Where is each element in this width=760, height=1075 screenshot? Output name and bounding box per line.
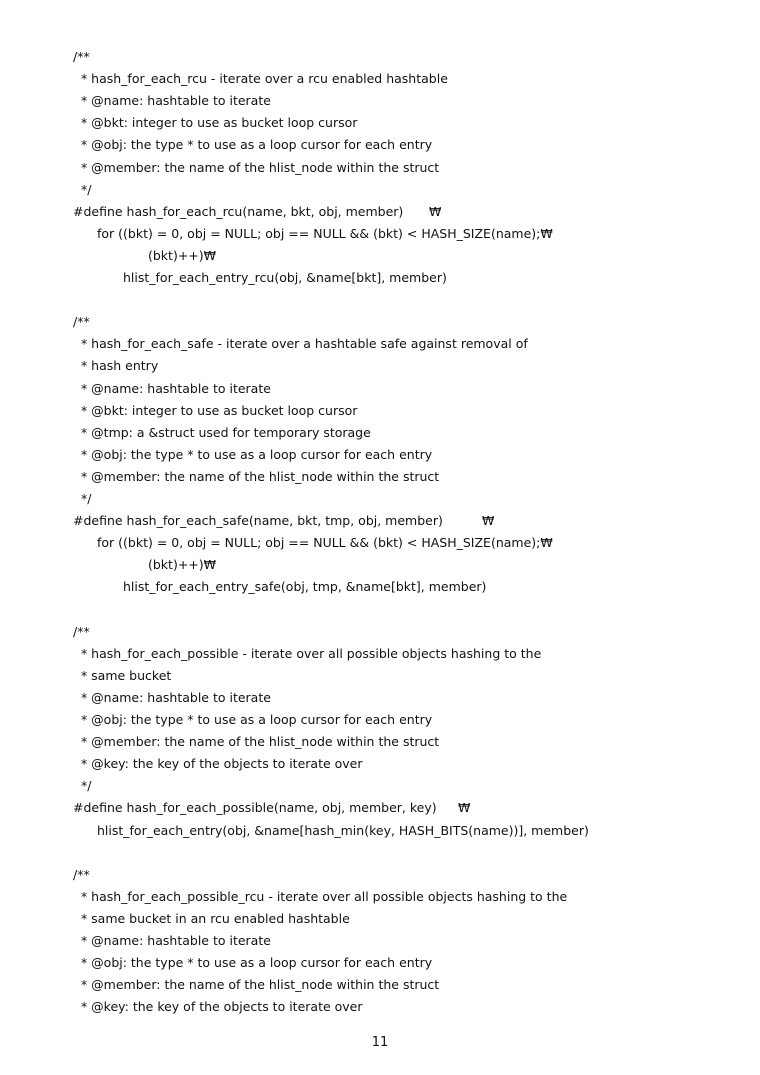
code-line: for ((bkt) = 0, obj = NULL; obj == NULL && (bkt) < HASH_SIZE(name);₩ bbox=[97, 535, 553, 551]
comment-line: * hash_for_each_possible_rcu - iterate over all possible objects hashing to the bbox=[73, 888, 568, 904]
comment-line: * same bucket bbox=[73, 667, 172, 683]
comment-line: * @key: the key of the objects to iterate over bbox=[73, 999, 363, 1015]
line-continuation: ₩ bbox=[429, 203, 442, 219]
code-line: (bkt)++)₩ bbox=[148, 557, 217, 573]
comment-line: * @obj: the type * to use as a loop cursor for each entry bbox=[73, 446, 433, 462]
comment-line: * hash_for_each_safe - iterate over a hashtable safe against removal of bbox=[73, 336, 528, 352]
comment-line: * hash_for_each_possible - iterate over all possible objects hashing to the bbox=[73, 645, 542, 661]
comment-line: * @name: hashtable to iterate bbox=[73, 380, 271, 396]
comment-line: * @member: the name of the hlist_node within the struct bbox=[73, 734, 440, 750]
comment-line: /** bbox=[73, 314, 90, 330]
code-line: (bkt)++)₩ bbox=[148, 247, 217, 263]
comment-line: * @member: the name of the hlist_node within the struct bbox=[73, 468, 440, 484]
comment-line: * @tmp: a &struct used for temporary storage bbox=[73, 424, 371, 440]
line-continuation: ₩ bbox=[458, 800, 471, 816]
comment-line: * @name: hashtable to iterate bbox=[73, 93, 271, 109]
comment-line: * @obj: the type * to use as a loop cursor for each entry bbox=[73, 137, 433, 153]
define-line bbox=[73, 798, 673, 818]
comment-line: * @bkt: integer to use as bucket loop cursor bbox=[73, 402, 358, 418]
comment-line: */ bbox=[73, 778, 92, 794]
code-line: for ((bkt) = 0, obj = NULL; obj == NULL && (bkt) < HASH_SIZE(name);₩ bbox=[97, 225, 553, 241]
comment-line: * hash entry bbox=[73, 358, 159, 374]
page-number: 11 bbox=[371, 1035, 389, 1050]
define-text: #define hash_for_each_rcu(name, bkt, obj, member) bbox=[73, 203, 404, 219]
comment-line: */ bbox=[73, 181, 92, 197]
comment-line: * @obj: the type * to use as a loop cursor for each entry bbox=[73, 955, 433, 971]
comment-line: * @member: the name of the hlist_node within the struct bbox=[73, 159, 440, 175]
comment-line: */ bbox=[73, 491, 92, 506]
comment-line: /** bbox=[73, 866, 90, 882]
define-line bbox=[73, 202, 673, 222]
define-text: #define hash_for_each_safe(name, bkt, tmp, obj, member) bbox=[73, 513, 443, 529]
comment-line: * same bucket in an rcu enabled hashtable bbox=[73, 910, 350, 926]
comment-line: * @bkt: integer to use as bucket loop cursor bbox=[73, 115, 358, 131]
comment-line: * hash_for_each_rcu - iterate over a rcu enabled hashtable bbox=[73, 71, 448, 87]
comment-line: * @member: the name of the hlist_node within the struct bbox=[73, 977, 440, 993]
define-line bbox=[73, 511, 673, 531]
code-line: hlist_for_each_entry(obj, &name[hash_min(key, HASH_BITS(name))], member) bbox=[97, 822, 589, 838]
code-line: hlist_for_each_entry_safe(obj, tmp, &name[bkt], member) bbox=[123, 579, 487, 595]
comment-line: /** bbox=[73, 49, 90, 64]
define-text: #define hash_for_each_possible(name, obj, member, key) bbox=[73, 800, 437, 816]
comment-line: * @name: hashtable to iterate bbox=[73, 689, 271, 705]
comment-line: * @key: the key of the objects to iterate over bbox=[73, 756, 363, 772]
comment-line: /** bbox=[73, 623, 90, 639]
comment-line: * @name: hashtable to iterate bbox=[73, 933, 271, 948]
line-continuation: ₩ bbox=[482, 513, 495, 529]
code-line: hlist_for_each_entry_rcu(obj, &name[bkt], member) bbox=[123, 270, 447, 285]
comment-line: * @obj: the type * to use as a loop cursor for each entry bbox=[73, 712, 433, 727]
